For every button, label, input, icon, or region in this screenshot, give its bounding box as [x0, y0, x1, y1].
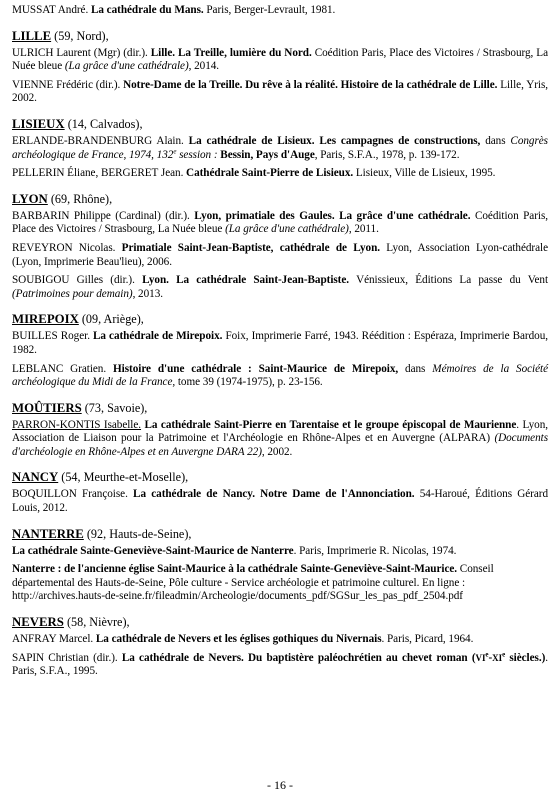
bibliography-entry — [12, 242, 548, 269]
entry-author: BUILLES Roger. — [12, 330, 90, 343]
entry-year: , 2011. — [348, 223, 379, 236]
department: (14, Calvados), — [64, 116, 143, 131]
entry-author: PARRON-KONTIS Isabelle. — [12, 418, 142, 431]
entry-author: ULRICH Laurent (Mgr) (dir.). — [12, 46, 148, 59]
section-heading-nancy — [12, 470, 548, 485]
department: (69, Rhône), — [47, 191, 113, 206]
section-heading-nevers — [12, 615, 548, 630]
entry-title: La cathédrale Saint-Pierre en Tarentaise et le groupe épiscopal de Maurienne — [141, 418, 517, 431]
entry-connector: dans — [480, 134, 511, 147]
entry-superscript: e — [485, 649, 489, 658]
entry-title: La cathédrale de Mirepoix. — [89, 330, 223, 343]
bibliography-entry — [12, 488, 548, 515]
city-name: MOÛTIERS — [12, 400, 82, 415]
department: (54, Meurthe-et-Moselle), — [58, 470, 189, 485]
bibliography-entry — [12, 330, 548, 357]
entry-publisher: Foix, Imprimerie Farré, 1943. Réédition : Espéraza, Imprimerie Bardou, 1982. — [12, 330, 548, 356]
bibliography-entry — [12, 419, 548, 460]
roman-numeral: XI — [492, 652, 503, 663]
city-name: LISIEUX — [12, 116, 65, 131]
entry-title: siècles.) — [505, 651, 546, 664]
entry-publisher: . Paris, Imprimerie R. Nicolas, 1974. — [293, 544, 457, 557]
bibliography-entry — [12, 79, 548, 106]
entry-series: (Documents d'archéologie en Rhône-Alpes et en Auvergne DARA 22) — [12, 432, 548, 458]
entry-title: Primatiale Saint-Jean-Baptiste, cathédrale de Lyon. — [115, 241, 380, 254]
entry-publisher: . Paris, S.F.A., 1995. — [12, 651, 548, 678]
entry-title: La cathédrale de Lisieux. Les campagnes de constructions, — [183, 134, 481, 147]
entry-author: LEBLANC Gratien. — [12, 362, 107, 375]
entry-title: Notre-Dame de la Treille. Du rêve à la réalité. Histoire de la cathédrale de Lille. — [120, 78, 498, 91]
entry-subtitle: Bessin, Pays d'Auge — [217, 148, 315, 161]
entry-title: Lyon, primatiale des Gaules. La grâce d'une cathédrale. — [189, 209, 471, 222]
section-heading-mirepoix — [12, 312, 548, 327]
bibliography-entry — [12, 563, 548, 604]
entry-publisher: Conseil départemental des Hauts-de-Seine, Pôle culture - Service archéologie et patrimoine culturel. En ligne : http://archives.hauts-de-seine.fr/fileadmin/Archeologie/documents_pdf/SGSur_les_pas_pdf_2504.pdf — [12, 563, 494, 603]
entry-author: PELLERIN Éliane, BERGERET Jean. — [12, 167, 184, 180]
entry-title: La cathédrale de Nancy. Notre Dame de l'Annonciation. — [127, 488, 415, 501]
city-name: NANCY — [12, 470, 59, 485]
city-name: NEVERS — [12, 615, 64, 630]
bibliography-entry — [12, 210, 548, 237]
entry-title: Cathédrale Saint-Pierre de Lisieux. — [183, 167, 354, 180]
city-name: NANTERRE — [12, 526, 84, 541]
entry-series: session : — [176, 148, 218, 161]
bibliography-entry — [12, 4, 548, 18]
entry-superscript: e — [502, 649, 506, 658]
bibliography-entry — [12, 135, 548, 162]
bibliography-entry — [12, 633, 548, 647]
department: (58, Nièvre), — [63, 615, 130, 630]
entry-pages: tome 39 (1974-1975), p. 23-156. — [175, 376, 323, 389]
section-heading-moutiers — [12, 401, 548, 416]
entry-author: BARBARIN Philippe (Cardinal) (dir.). — [12, 209, 190, 222]
bibliography-entry — [12, 649, 548, 679]
section-heading-nanterre — [12, 527, 548, 542]
entry-title: La cathédrale du Mans. — [90, 4, 204, 16]
page-number: - 16 - — [267, 778, 293, 792]
entry-publisher: Coédition Paris, Place des Victoires / Strasbourg, La Nuée bleue — [12, 209, 549, 236]
entry-title: La cathédrale de Nevers et les églises gothiques du Nivernais — [93, 633, 382, 646]
entry-year: , 2002. — [261, 445, 293, 458]
entry-publisher: Paris, Berger-Levrault, 1981. — [203, 4, 336, 16]
entry-publisher: . Lyon, Association de Liaison pour la Patrimoine et l'Archéologie en Rhône-Alpes et en Auvergne (ALPARA) — [12, 418, 548, 445]
entry-title: Nanterre : de l'ancienne église Saint-Maurice à la cathédrale Sainte-Geneviève-Saint-Maurice. — [12, 563, 458, 576]
entry-title: La cathédrale Sainte-Geneviève-Saint-Maurice de Nanterre — [12, 544, 294, 557]
bibliography-entry — [12, 274, 548, 301]
section-heading-lisieux — [12, 117, 548, 132]
entry-author: BOQUILLON Françoise. — [12, 488, 128, 501]
entry-series: Mémoires de la Société archéologique du Midi de la France, — [12, 362, 548, 389]
entry-author: SAPIN Christian (dir.). — [12, 651, 118, 664]
entry-author: MUSSAT André. — [12, 4, 89, 16]
department: (73, Savoie), — [81, 400, 148, 415]
entry-title: La cathédrale de Nevers. Du baptistère paléochrétien au chevet roman ( — [117, 651, 476, 664]
entry-publisher: . Paris, Picard, 1964. — [381, 633, 474, 646]
entry-year: , 2014. — [188, 60, 220, 73]
entry-author: ANFRAY Marcel. — [12, 633, 94, 646]
city-name: LILLE — [12, 28, 52, 43]
entry-dash: - — [488, 651, 493, 664]
entry-publisher: Coédition Paris, Place des Victoires / Strasbourg, La Nuée bleue — [12, 46, 548, 73]
entry-title: Histoire d'une cathédrale : Saint-Maurice de Mirepoix, — [106, 362, 399, 375]
roman-numeral: VI — [475, 652, 486, 663]
entry-author: REVEYRON Nicolas. — [12, 241, 116, 254]
entry-author: SOUBIGOU Gilles (dir.). — [12, 274, 135, 287]
department: (59, Nord), — [51, 28, 109, 43]
entry-series: Congrès archéologique de France, 1974, 132 — [12, 134, 548, 161]
department: (92, Hauts-de-Seine), — [83, 526, 192, 541]
entry-publisher: Lille, Yris, 2002. — [12, 78, 549, 105]
entry-year: , 2013. — [132, 287, 163, 300]
entry-title: Lille. La Treille, lumière du Nord. — [147, 46, 312, 59]
entry-title: Lyon. La cathédrale Saint-Jean-Baptiste. — [134, 274, 350, 287]
bibliography-entry — [12, 167, 548, 181]
bibliography-entry — [12, 47, 548, 74]
entry-series: (La grâce d'une cathédrale) — [225, 223, 349, 236]
bibliography-entry — [12, 363, 548, 390]
section-heading-lyon — [12, 192, 548, 207]
city-name: LYON — [12, 191, 48, 206]
entry-publisher: Vénissieux, Éditions La passe du Vent — [349, 274, 548, 287]
city-name: MIREPOIX — [12, 312, 79, 327]
bibliography-entry — [12, 545, 548, 559]
entry-publisher: Lisieux, Ville de Lisieux, 1995. — [353, 167, 496, 180]
entry-publisher: , Paris, S.F.A., 1978, p. 139-172. — [314, 148, 460, 161]
entry-series: (La grâce d'une cathédrale) — [64, 60, 189, 73]
entry-superscript: e — [173, 146, 177, 155]
entry-series: (Patrimoines pour demain) — [12, 287, 133, 300]
department: (09, Ariège), — [78, 312, 144, 327]
entry-connector: dans — [398, 362, 433, 375]
entry-publisher: Lyon, Association Lyon-cathédrale (Lyon, Imprimerie Beau'lieu), 2006. — [12, 241, 548, 268]
entry-author: VIENNE Frédéric (dir.). — [12, 78, 121, 91]
entry-publisher: 54-Haroué, Éditions Gérard Louis, 2012. — [12, 488, 548, 515]
entry-author: ERLANDE-BRANDENBURG Alain. — [12, 134, 184, 147]
section-heading-lille — [12, 29, 548, 44]
